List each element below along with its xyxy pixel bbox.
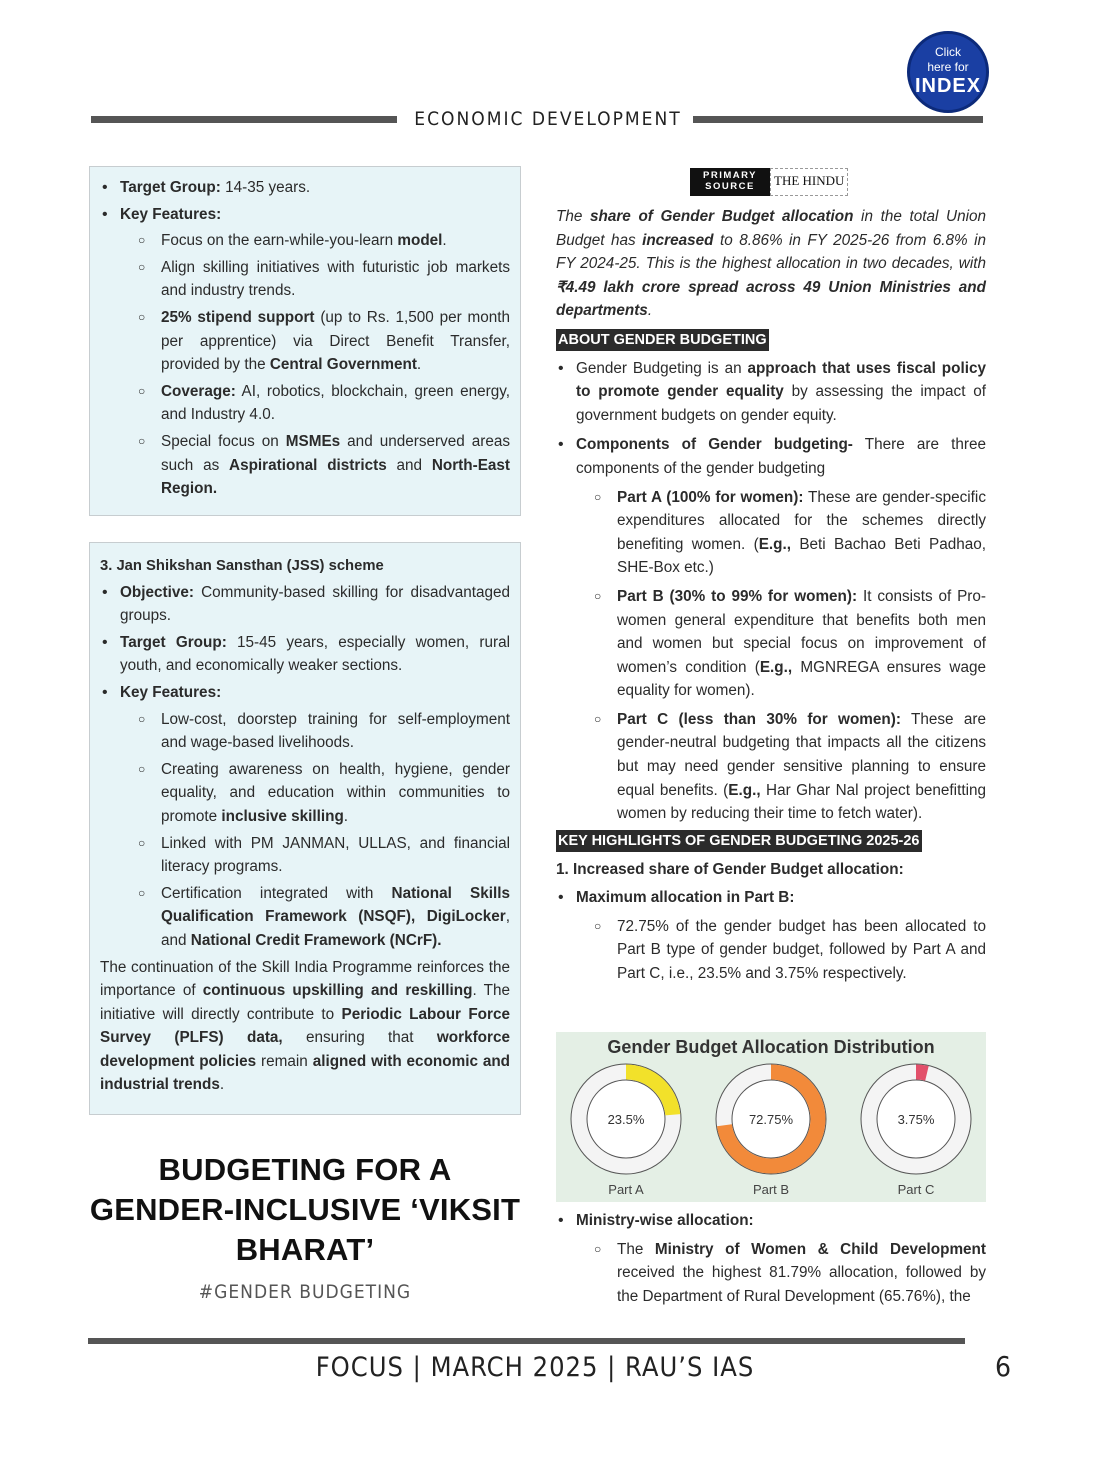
- section-title: ECONOMIC DEVELOPMENT: [414, 108, 682, 130]
- header-rule-right: [693, 116, 983, 123]
- item-text: MGNREGA ensures wage equality for women).: [617, 658, 986, 700]
- target-group-item: [100, 631, 510, 678]
- allocation-chart: [556, 1032, 986, 1202]
- index-label: INDEX: [914, 75, 982, 97]
- key-highlights-heading: KEY HIGHLIGHTS OF GENDER BUDGETING 2025-26: [556, 830, 922, 852]
- feature-bold: Coverage:: [161, 382, 236, 400]
- intro-text: in the total Union Budget has: [556, 208, 987, 249]
- feature-text: Certification integrated with: [161, 884, 392, 902]
- scheme-box-2: [89, 542, 521, 1115]
- feature-bold: National Skills Qualification Framework (NSQF): [161, 884, 510, 926]
- feature-bold: North-East Region.: [161, 456, 510, 498]
- donut-value-label: 3.75%: [897, 1112, 935, 1127]
- target-group-label: Target Group:: [120, 179, 221, 196]
- item-text: The: [617, 1240, 655, 1258]
- feature-bold: inclusive skilling: [221, 807, 344, 825]
- item-bold: Maximum allocation in Part B:: [576, 889, 795, 907]
- donut-category-label: Part C: [897, 1182, 935, 1197]
- item-bold: E.g.,: [758, 535, 791, 553]
- subheading-increased-share: 1. Increased share of Gender Budget allocation:: [556, 861, 904, 879]
- item-text: There are three components of the gender budgeting: [576, 436, 986, 477]
- intro-bold: increased: [642, 231, 714, 249]
- part-c-item: [576, 708, 986, 826]
- feature-item: [120, 882, 510, 953]
- intro-paragraph: [556, 205, 986, 323]
- feature-text: Focus on the earn-while-you-learn: [161, 232, 398, 250]
- feature-bold: DigiLocker: [426, 908, 506, 926]
- feature-text: , and: [161, 908, 510, 949]
- feature-bold: ,: [410, 908, 427, 926]
- feature-text: and underserved areas such as: [161, 432, 511, 474]
- para-text: .: [219, 1076, 225, 1094]
- scheme-box-1: [89, 166, 521, 516]
- item-text: Gender Budgeting is an: [576, 359, 748, 377]
- right-column: [556, 205, 986, 988]
- item-bold: Part A (100% for women):: [617, 488, 804, 506]
- target-group-value: 15-45 years, especially women, rural youth, and economically weaker sections.: [120, 633, 510, 675]
- feature-bold: MSMEs: [285, 432, 341, 450]
- part-b-item: [576, 585, 986, 703]
- item-text: It consists of Pro-women general expenditure that benefits both men and women but special focus on improvement of women’s condition (: [617, 587, 986, 676]
- item-text: Beti Bachao Beti Padhao, SHE-Box etc.): [617, 535, 986, 577]
- feature-item: [120, 229, 510, 253]
- item-text: received the highest 81.79% allocation, followed by the Department of Rural Development (65.76%), the: [617, 1264, 986, 1305]
- feature-bold: Aspirational districts: [229, 456, 387, 474]
- max-allocation-detail: ○ 72.75% of the gender budget has been allocated to Part B type of gender budget, followed by Part A and Part C, i.e., 23.5% and 3.75% respectively.: [576, 915, 986, 986]
- feature-text: Special focus on: [161, 432, 286, 450]
- max-allocation-item: [556, 886, 986, 985]
- feature-text: AI, robotics, blockchain, green energy, and Industry 4.0.: [161, 382, 510, 424]
- para-text: . The initiative will directly contribute to: [100, 982, 510, 1023]
- feature-text: Align skilling initiatives with futuristic job markets and industry trends.: [161, 258, 510, 300]
- feature-bold: Central Government: [269, 356, 417, 374]
- index-button[interactable]: [907, 31, 989, 113]
- feature-item: [120, 256, 510, 303]
- index-line2: here for: [927, 60, 969, 74]
- item-text: These are gender-specific expenditures allocated for the schemes directly benefiting women. (: [617, 488, 986, 553]
- donut-value-label: 23.5%: [607, 1112, 645, 1127]
- gender-budgeting-item: [556, 357, 986, 428]
- item-text: by assessing the impact of government budgets on gender equity.: [576, 383, 986, 424]
- feature-text: Low-cost, doorstep training for self-employment and wage-based livelihoods.: [161, 710, 510, 752]
- feature-item: [120, 430, 510, 501]
- feature-bold: model: [397, 232, 443, 250]
- feature-item: [120, 832, 510, 879]
- footer-rule: [88, 1338, 965, 1344]
- feature-text: Creating awareness on health, hygiene, gender equality, and education within communities to promote: [161, 760, 510, 825]
- about-heading: ABOUT GENDER BUDGETING: [556, 329, 769, 351]
- primary-source-badge: [690, 168, 770, 196]
- feature-item: [120, 708, 510, 755]
- item-bold: E.g.,: [759, 658, 793, 676]
- target-group-value: 14-35 years.: [220, 179, 311, 196]
- page-number: 6: [995, 1350, 1012, 1383]
- ministry-section: [556, 1209, 986, 1311]
- key-features-item: [100, 203, 510, 501]
- intro-text: .: [647, 302, 653, 320]
- key-features-label: Key Features:: [120, 205, 222, 223]
- the-hindu-logo: THE HINDU: [770, 168, 848, 196]
- item-bold: Ministry of Women & Child Development: [654, 1240, 986, 1258]
- ministry-detail: [576, 1238, 986, 1309]
- intro-bold: ₹4.49 lakh crore spread across 49 Union Ministries and departments: [556, 278, 986, 320]
- para-bold: aligned with economic and industrial trends: [100, 1052, 511, 1094]
- feature-bold: 25% stipend support: [161, 308, 315, 326]
- intro-bold: share of Gender Budget allocation: [590, 208, 854, 225]
- feature-item: [120, 306, 510, 377]
- key-features-label: Key Features:: [120, 683, 222, 701]
- logo-source: SOURCE: [705, 181, 755, 192]
- feature-text: .: [343, 807, 349, 825]
- target-group-item: [100, 176, 510, 200]
- donut-category-label: Part A: [608, 1182, 644, 1197]
- item-text: These are gender-neutral budgeting that impacts all the citizens but may need gender sensitive planning to ensure equal benefits. (: [617, 710, 986, 799]
- ministry-item: [556, 1209, 986, 1308]
- feature-text: (up to Rs. 1,500 per month per apprentice) via Direct Benefit Transfer, provided by the: [161, 308, 511, 374]
- objective-value: Community-based skilling for disadvantaged groups.: [120, 583, 510, 625]
- footer-text: FOCUS | MARCH 2025 | RAU’S IAS: [315, 1352, 755, 1383]
- key-features-item: [100, 681, 510, 953]
- item-text: Har Ghar Nal project benefitting women by reducing their time to fetch water).: [617, 781, 986, 823]
- chart-title: Gender Budget Allocation Distribution: [607, 1037, 935, 1057]
- donut-value-label: 72.75%: [748, 1112, 794, 1127]
- para-text: The continuation of the Skill India Programme reinforces the importance of: [100, 958, 510, 1000]
- index-line1: Click: [935, 45, 961, 59]
- part-a-item: [576, 486, 986, 580]
- jss-heading: 3. Jan Shikshan Sansthan (JSS) scheme: [100, 558, 384, 574]
- item-bold: Ministry-wise allocation:: [576, 1212, 754, 1229]
- feature-bold: National Credit Framework (NCrF).: [190, 931, 442, 949]
- components-item: [556, 433, 986, 826]
- intro-text: The: [556, 208, 590, 225]
- article-hashtag: #GENDER BUDGETING: [198, 1281, 412, 1303]
- objective-item: [100, 581, 510, 628]
- item-bold: approach that uses fiscal policy to promote gender equality: [576, 359, 986, 401]
- header-rule-left: [91, 116, 397, 123]
- para-bold: continuous upskilling and reskilling: [202, 982, 473, 1000]
- item-bold: Part C (less than 30% for women):: [617, 710, 901, 728]
- item-bold: Part B (30% to 99% for women):: [617, 587, 858, 605]
- feature-text: .: [442, 232, 447, 250]
- target-group-label: Target Group:: [120, 633, 227, 651]
- donut-category-label: Part B: [752, 1182, 790, 1197]
- para-bold: Periodic Labour Force Survey (PLFS) data,: [100, 1005, 510, 1047]
- intro-text: to 8.86% in FY 2025-26 from 6.8% in FY 2024-25. This is the highest allocation in two decades, with: [556, 231, 987, 273]
- donut-chart-svg: [556, 1032, 986, 1202]
- primary-source-logo: [690, 168, 848, 196]
- feature-text: and: [386, 456, 432, 474]
- para-text: ensuring that: [282, 1029, 437, 1047]
- para-bold: workforce development policies: [100, 1029, 510, 1070]
- feature-item: [120, 380, 510, 427]
- objective-label: Objective:: [120, 583, 194, 601]
- item-bold: Components of Gender budgeting-: [576, 436, 853, 454]
- feature-item: [120, 758, 510, 829]
- article-title: BUDGETING FOR A GENDER-INCLUSIVE ‘VIKSIT BHARAT’: [89, 1152, 521, 1267]
- item-bold: E.g.,: [728, 781, 761, 799]
- feature-text: .: [416, 356, 422, 374]
- logo-primary: PRIMARY: [703, 170, 757, 181]
- feature-text: Linked with PM JANMAN, ULLAS, and financial literacy programs.: [161, 834, 510, 876]
- skill-india-paragraph: [100, 956, 510, 1098]
- para-text: remain: [256, 1052, 313, 1070]
